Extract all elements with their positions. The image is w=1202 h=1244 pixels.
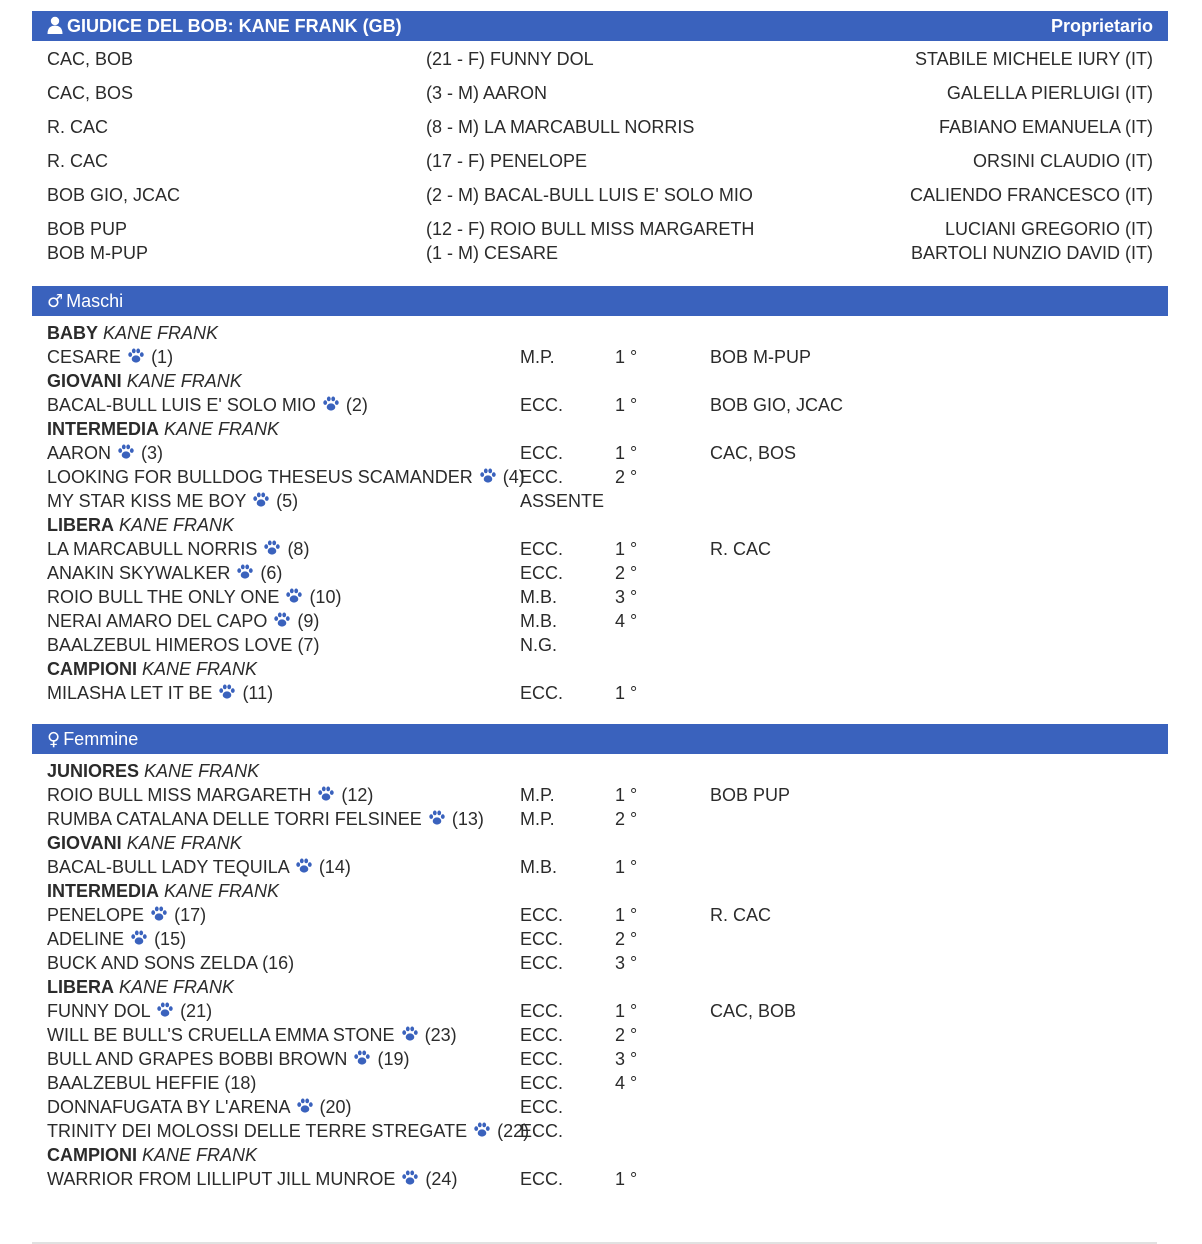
placement <box>615 489 710 513</box>
person-icon <box>47 16 63 34</box>
catalog-number: (19) <box>377 1049 410 1069</box>
result-row <box>47 1071 1153 1095</box>
paw-icon[interactable] <box>285 586 303 602</box>
paw-icon[interactable] <box>317 784 335 800</box>
award-label: CAC, BOS <box>47 83 134 103</box>
paw-icon[interactable] <box>428 808 446 824</box>
catalog-number: (11) <box>242 683 274 703</box>
paw-icon[interactable] <box>401 1168 419 1184</box>
result-row <box>47 393 1153 417</box>
dog-name-link[interactable]: ANAKIN SKYWALKER <box>47 563 231 583</box>
title-awarded <box>710 633 1153 657</box>
qualification: ECC. <box>520 953 564 973</box>
award-label: CAC, BOB <box>47 49 134 69</box>
class-heading <box>47 513 1153 537</box>
class-name: CAMPIONI <box>47 1145 137 1165</box>
bob-result-row <box>47 47 1153 81</box>
paw-icon[interactable] <box>236 562 254 578</box>
dog-entry <box>47 927 520 951</box>
result-row <box>47 609 1153 633</box>
class-name: LIBERA <box>47 515 114 535</box>
dog-entry <box>47 783 520 807</box>
judge-header-left <box>47 11 402 41</box>
title-awarded: CAC, BOB <box>710 1001 797 1021</box>
paw-icon[interactable] <box>473 1120 491 1136</box>
title-awarded: BOB GIO, JCAC <box>710 395 844 415</box>
dog-entry <box>47 561 520 585</box>
dog-name-link[interactable]: LOOKING FOR BULLDOG THESEUS SCAMANDER <box>47 467 473 487</box>
qualification: M.P. <box>520 809 555 829</box>
catalog-number: (20) <box>319 1097 352 1117</box>
catalog-number: (18) <box>224 1073 257 1093</box>
dog-entry <box>47 1167 520 1191</box>
dog-name-link[interactable]: RUMBA CATALANA DELLE TORRI FELSINEE <box>47 809 422 829</box>
placement: 2 ° <box>615 809 638 829</box>
catalog-number: (17) <box>174 905 207 925</box>
dog-entry <box>47 537 520 561</box>
females-results <box>32 754 1168 1191</box>
paw-icon[interactable] <box>127 346 145 362</box>
result-row <box>47 537 1153 561</box>
title-awarded: BOB PUP <box>710 785 791 805</box>
result-row <box>47 489 1153 513</box>
result-row <box>47 783 1153 807</box>
qualification: ECC. <box>520 1001 564 1021</box>
class-name: BABY <box>47 323 99 343</box>
result-row <box>47 681 1153 705</box>
dog-name-link[interactable]: DONNAFUGATA BY L'ARENA <box>47 1097 290 1117</box>
placement: 2 ° <box>615 1025 638 1045</box>
class-heading <box>47 879 1153 903</box>
paw-icon[interactable] <box>252 490 270 506</box>
result-row <box>47 441 1153 465</box>
catalog-number: (7) <box>297 635 320 655</box>
bob-result-row <box>47 81 1153 115</box>
class-name: GIOVANI <box>47 371 122 391</box>
qualification: ECC. <box>520 539 564 559</box>
award-label: BOB M-PUP <box>47 243 149 263</box>
catalog-number: (13) <box>451 809 484 829</box>
males-results <box>32 316 1168 705</box>
title-awarded: BOB M-PUP <box>710 347 812 367</box>
dog-entry <box>47 441 520 465</box>
dog-name-link[interactable]: FUNNY DOL <box>47 1001 151 1021</box>
placement <box>615 1095 710 1119</box>
qualification: ECC. <box>520 929 564 949</box>
title-awarded: R. CAC <box>710 539 772 559</box>
catalog-number: (22) <box>497 1121 530 1141</box>
dog-name-link[interactable]: NERAI AMARO DEL CAPO <box>47 611 268 631</box>
dog-entry <box>47 1071 520 1095</box>
dog-entry <box>47 855 520 879</box>
class-name: INTERMEDIA <box>47 419 159 439</box>
judge-header-bar <box>32 11 1168 41</box>
dog-name-link[interactable]: ADELINE <box>47 929 125 949</box>
catalog-number: (2) <box>345 395 368 415</box>
qualification: ECC. <box>520 905 564 925</box>
dog-entry <box>47 393 520 417</box>
qualification: M.P. <box>520 785 555 805</box>
males-title: Maschi <box>66 291 124 311</box>
class-heading <box>47 369 1153 393</box>
title-awarded <box>710 489 1153 513</box>
dog-name-link[interactable]: MY STAR KISS ME BOY <box>47 491 247 511</box>
placement: 1 ° <box>615 905 638 925</box>
title-awarded <box>710 1047 1153 1071</box>
award-label: R. CAC <box>47 117 109 137</box>
placement: 4 ° <box>615 611 638 631</box>
female-symbol-icon: ♀ <box>47 729 61 750</box>
paw-icon[interactable] <box>273 610 291 626</box>
judge-title: GIUDICE DEL BOB: KANE FRANK (GB) <box>67 16 402 36</box>
catalog-number: (15) <box>154 929 187 949</box>
class-heading <box>47 1143 1153 1167</box>
dog-link[interactable]: (8 - M) LA MARCABULL NORRIS <box>426 117 695 137</box>
title-awarded <box>710 855 1153 879</box>
class-judge: KANE FRANK <box>119 515 235 535</box>
result-row <box>47 903 1153 927</box>
result-row <box>47 1167 1153 1191</box>
catalog-number: (4) <box>502 467 525 487</box>
paw-icon[interactable] <box>322 394 340 410</box>
class-heading <box>47 831 1153 855</box>
qualification: ECC. <box>520 1025 564 1045</box>
owner-name: FABIANO EMANUELA (IT) <box>938 117 1153 137</box>
owner-name: ORSINI CLAUDIO (IT) <box>972 151 1153 171</box>
dog-link[interactable]: (17 - F) PENELOPE <box>426 151 588 171</box>
qualification: ECC. <box>520 1049 564 1069</box>
award-label: R. CAC <box>47 151 109 171</box>
placement: 3 ° <box>615 1049 638 1069</box>
dog-name-link[interactable]: BAALZEBUL HEFFIE <box>47 1073 220 1093</box>
paw-icon[interactable] <box>296 1096 314 1112</box>
placement <box>615 1119 710 1143</box>
class-heading <box>47 975 1153 999</box>
dog-link[interactable]: (3 - M) AARON <box>426 83 548 103</box>
owner-name: LUCIANI GREGORIO (IT) <box>944 219 1153 239</box>
bob-result-row <box>47 183 1153 217</box>
result-row <box>47 585 1153 609</box>
dog-name-link[interactable]: TRINITY DEI MOLOSSI DELLE TERRE STREGATE <box>47 1121 468 1141</box>
paw-icon[interactable] <box>150 904 168 920</box>
qualification: M.B. <box>520 611 558 631</box>
dog-entry <box>47 903 520 927</box>
dog-entry <box>47 999 520 1023</box>
dog-name-link[interactable]: ROIO BULL MISS MARGARETH <box>47 785 312 805</box>
placement: 1 ° <box>615 539 638 559</box>
award-label: BOB PUP <box>47 219 128 239</box>
dog-name-link[interactable]: BACAL-BULL LADY TEQUILA <box>47 857 289 877</box>
owner-name: STABILE MICHELE IURY (IT) <box>914 49 1153 69</box>
result-row <box>47 633 1153 657</box>
paw-icon[interactable] <box>353 1048 371 1064</box>
result-row <box>47 999 1153 1023</box>
class-judge: KANE FRANK <box>142 659 258 679</box>
owner-column-header: Proprietario <box>1050 16 1153 36</box>
qualification: N.G. <box>520 635 558 655</box>
paw-icon[interactable] <box>263 538 281 554</box>
dog-name-link[interactable]: ROIO BULL THE ONLY ONE <box>47 587 280 607</box>
females-title: Femmine <box>63 729 139 749</box>
paw-icon[interactable] <box>401 1024 419 1040</box>
placement: 2 ° <box>615 467 638 487</box>
result-row <box>47 807 1153 831</box>
class-judge: KANE FRANK <box>126 833 242 853</box>
placement: 2 ° <box>615 929 638 949</box>
bob-result-row <box>47 149 1153 183</box>
dog-name-link[interactable]: LA MARCABULL NORRIS <box>47 539 258 559</box>
title-awarded <box>710 1095 1153 1119</box>
paw-icon[interactable] <box>156 1000 174 1016</box>
catalog-number: (1) <box>151 347 174 367</box>
dog-entry <box>47 681 520 705</box>
dog-link[interactable]: (2 - M) BACAL-BULL LUIS E' SOLO MIO <box>426 185 753 205</box>
placement: 4 ° <box>615 1073 638 1093</box>
class-name: JUNIORES <box>47 761 140 781</box>
paw-icon[interactable] <box>295 856 313 872</box>
class-heading <box>47 657 1153 681</box>
title-awarded <box>710 1023 1153 1047</box>
qualification: ECC. <box>520 1169 564 1189</box>
catalog-number: (21) <box>180 1001 213 1021</box>
catalog-number: (5) <box>276 491 299 511</box>
dog-entry <box>47 345 520 369</box>
class-judge: KANE FRANK <box>103 323 219 343</box>
placement: 1 ° <box>615 395 638 415</box>
class-judge: KANE FRANK <box>144 761 260 781</box>
class-name: LIBERA <box>47 977 114 997</box>
class-judge: KANE FRANK <box>119 977 235 997</box>
bob-result-row <box>47 115 1153 149</box>
catalog-number: (3) <box>141 443 164 463</box>
class-judge: KANE FRANK <box>126 371 242 391</box>
paw-icon[interactable] <box>479 466 497 482</box>
title-awarded <box>710 561 1153 585</box>
dog-name-link[interactable]: BULL AND GRAPES BOBBI BROWN <box>47 1049 348 1069</box>
qualification: M.P. <box>520 347 555 367</box>
title-awarded <box>710 807 1153 831</box>
qualification: ECC. <box>520 1097 564 1117</box>
dog-entry <box>47 1119 530 1143</box>
owner-name: CALIENDO FRANCESCO (IT) <box>909 185 1153 205</box>
owner-name: BARTOLI NUNZIO DAVID (IT) <box>910 243 1153 263</box>
placement: 3 ° <box>615 953 638 973</box>
title-awarded <box>710 927 1153 951</box>
dog-name-link[interactable]: AARON <box>47 443 112 463</box>
dog-name-link[interactable]: BUCK AND SONS ZELDA <box>47 953 258 973</box>
owner-name: GALELLA PIERLUIGI (IT) <box>946 83 1153 103</box>
title-awarded <box>710 465 1153 489</box>
placement: 1 ° <box>615 683 638 703</box>
title-awarded <box>710 1167 1153 1191</box>
bob-result-row <box>47 241 1153 265</box>
title-awarded <box>710 1071 1153 1095</box>
catalog-number: (16) <box>262 953 295 973</box>
catalog-number: (12) <box>341 785 374 805</box>
dog-entry <box>47 465 525 489</box>
placement: 1 ° <box>615 857 638 877</box>
catalog-number: (23) <box>424 1025 457 1045</box>
qualification: ECC. <box>520 443 564 463</box>
class-name: INTERMEDIA <box>47 881 159 901</box>
qualification: M.B. <box>520 587 558 607</box>
catalog-number: (14) <box>318 857 351 877</box>
title-awarded <box>710 585 1153 609</box>
title-awarded <box>710 1119 1153 1143</box>
qualification: M.B. <box>520 857 558 877</box>
catalog-number: (10) <box>309 587 342 607</box>
result-row <box>47 1119 1153 1143</box>
paw-icon[interactable] <box>130 928 148 944</box>
placement: 3 ° <box>615 587 638 607</box>
placement: 1 ° <box>615 1001 638 1021</box>
qualification: ECC. <box>520 1073 564 1093</box>
title-awarded <box>710 681 1153 705</box>
qualification: ECC. <box>520 1121 564 1141</box>
class-name: CAMPIONI <box>47 659 137 679</box>
result-row <box>47 1023 1153 1047</box>
result-row <box>47 465 1153 489</box>
result-row <box>47 1047 1153 1071</box>
class-heading <box>47 321 1153 345</box>
catalog-number: (6) <box>260 563 283 583</box>
result-row <box>47 561 1153 585</box>
dog-link[interactable]: (12 - F) ROIO BULL MISS MARGARETH <box>426 219 755 239</box>
dog-link[interactable]: (1 - M) CESARE <box>426 243 559 263</box>
result-row <box>47 927 1153 951</box>
qualification: ECC. <box>520 395 564 415</box>
females-section-header <box>32 724 1168 754</box>
dog-name-link[interactable]: MILASHA LET IT BE <box>47 683 213 703</box>
dog-entry <box>47 807 520 831</box>
result-row <box>47 1095 1153 1119</box>
dog-link[interactable]: (21 - F) FUNNY DOL <box>426 49 594 69</box>
dog-entry <box>47 951 520 975</box>
paw-icon[interactable] <box>218 682 236 698</box>
class-heading <box>47 759 1153 783</box>
males-section-header <box>32 286 1168 316</box>
class-heading <box>47 417 1153 441</box>
result-row <box>47 345 1153 369</box>
catalog-number: (9) <box>297 611 320 631</box>
class-name: GIOVANI <box>47 833 122 853</box>
dog-name-link[interactable]: PENELOPE <box>47 905 145 925</box>
qualification: ECC. <box>520 467 564 487</box>
class-judge: KANE FRANK <box>142 1145 258 1165</box>
result-row <box>47 951 1153 975</box>
class-judge: KANE FRANK <box>164 881 280 901</box>
title-awarded <box>710 951 1153 975</box>
placement <box>615 633 710 657</box>
catalog-number: (8) <box>287 539 310 559</box>
dog-name-link[interactable]: WARRIOR FROM LILLIPUT JILL MUNROE <box>47 1169 396 1189</box>
title-awarded <box>710 609 1153 633</box>
dog-name-link[interactable]: WILL BE BULL'S CRUELLA EMMA STONE <box>47 1025 395 1045</box>
dog-name-link[interactable]: BAALZEBUL HIMEROS LOVE <box>47 635 293 655</box>
dog-name-link[interactable]: BACAL-BULL LUIS E' SOLO MIO <box>47 395 316 415</box>
placement: 1 ° <box>615 1169 638 1189</box>
dog-entry <box>47 489 520 513</box>
title-awarded: R. CAC <box>710 905 772 925</box>
title-awarded: CAC, BOS <box>710 443 797 463</box>
placement: 1 ° <box>615 347 638 367</box>
dog-entry <box>47 1023 520 1047</box>
paw-icon[interactable] <box>117 442 135 458</box>
placement: 2 ° <box>615 563 638 583</box>
dog-entry <box>47 633 520 657</box>
catalog-number: (24) <box>425 1169 458 1189</box>
placement: 1 ° <box>615 443 638 463</box>
dog-name-link[interactable]: CESARE <box>47 347 122 367</box>
qualification: ECC. <box>520 683 564 703</box>
dog-entry <box>47 609 520 633</box>
qualification: ECC. <box>520 563 564 583</box>
dog-entry <box>47 585 520 609</box>
dog-entry <box>47 1047 520 1071</box>
bob-results-list <box>32 41 1168 265</box>
class-judge: KANE FRANK <box>164 419 280 439</box>
results-page <box>32 11 1168 1191</box>
qualification: ASSENTE <box>520 491 605 511</box>
male-symbol-icon: ♂ <box>47 291 64 312</box>
result-row <box>47 855 1153 879</box>
award-label: BOB GIO, JCAC <box>47 185 181 205</box>
dog-entry <box>47 1095 520 1119</box>
bob-result-row <box>47 217 1153 241</box>
placement: 1 ° <box>615 785 638 805</box>
